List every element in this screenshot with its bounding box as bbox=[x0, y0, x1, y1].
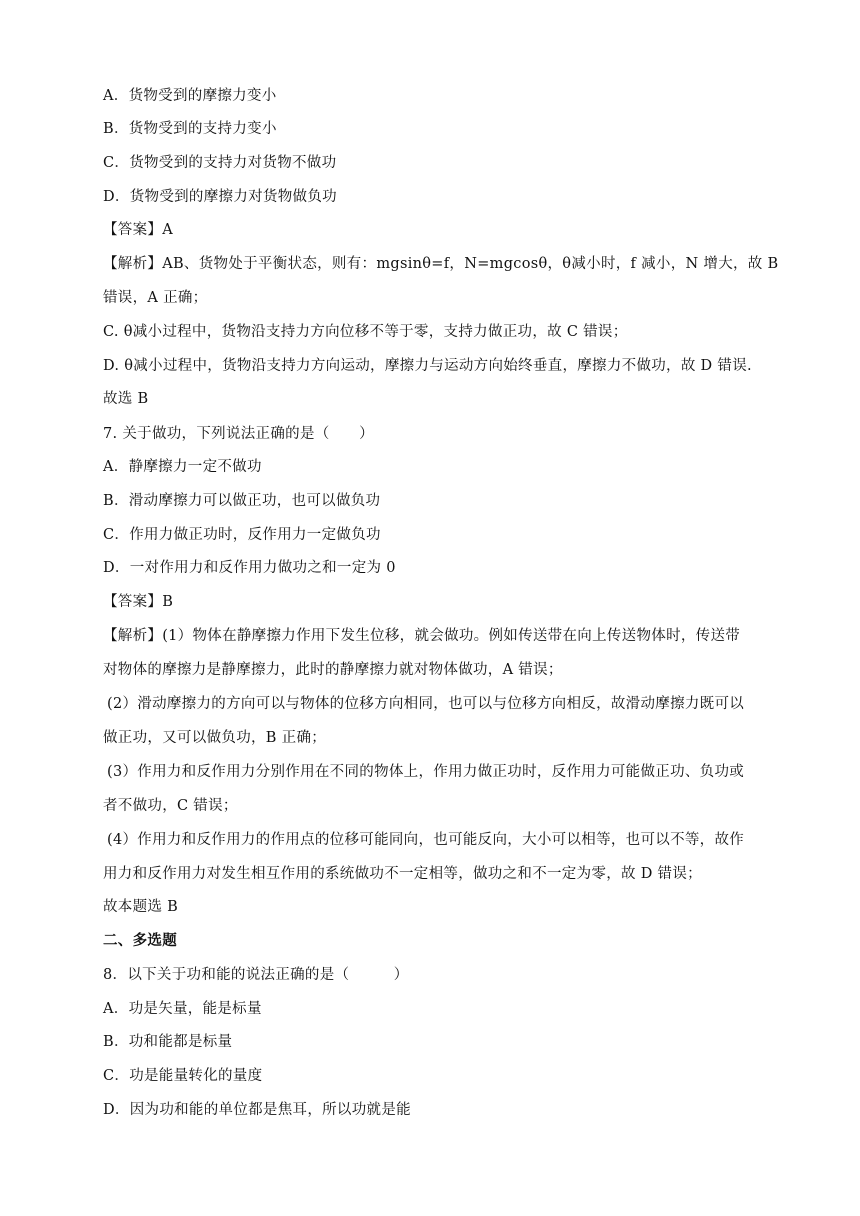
q7-analysis-line-2: 对物体的摩擦力是静摩擦力，此时的静摩擦力就对物体做功，A 错误； bbox=[103, 662, 563, 678]
q7-analysis-line-7: (4）作用力和反作用力的作用点的位移可能同向，也可能反向，大小可以相等，也可以不等，故作 bbox=[107, 832, 745, 848]
q7-option-a: A．静摩擦力一定不做功 bbox=[103, 459, 262, 475]
q7-option-b: B．滑动摩擦力可以做正功，也可以做负功 bbox=[103, 493, 381, 509]
q7-analysis-line-3: (2）滑动摩擦力的方向可以与物体的位移方向相同，也可以与位移方向相反，故滑动摩擦力既可以 bbox=[107, 696, 745, 712]
q6-analysis-line-5: 故选 B bbox=[103, 391, 149, 407]
q6-option-a: A．货物受到的摩擦力变小 bbox=[103, 88, 277, 104]
q8-option-b: B．功和能都是标量 bbox=[103, 1034, 233, 1050]
q8-stem: 8．以下关于功和能的说法正确的是（ ） bbox=[103, 967, 409, 983]
q7-answer: 【答案】B bbox=[103, 594, 174, 610]
q8-option-c: C．功是能量转化的量度 bbox=[103, 1068, 263, 1084]
q6-option-d: D．货物受到的摩擦力对货物做负功 bbox=[103, 189, 337, 205]
q7-analysis-line-1: 【解析】(1）物体在静摩擦力作用下发生位移，就会做功。例如传送带在向上传送物体时，传送带 bbox=[103, 628, 741, 644]
q7-analysis-line-6: 者不做功，C 错误； bbox=[103, 798, 238, 814]
q7-analysis-line-8: 用力和反作用力对发生相互作用的系统做功不一定相等，做功之和不一定为零，故 D 错误； bbox=[103, 866, 702, 882]
section-heading: 二、多选题 bbox=[103, 932, 177, 949]
q8-option-a: A．功是矢量，能是标量 bbox=[103, 1001, 262, 1017]
q6-option-c: C．货物受到的支持力对货物不做功 bbox=[103, 155, 337, 171]
q8-option-d: D．因为功和能的单位都是焦耳，所以功就是能 bbox=[103, 1102, 411, 1118]
q7-analysis-line-4: 做正功，又可以做负功，B 正确； bbox=[103, 730, 327, 746]
q7-option-c: C．作用力做正功时，反作用力一定做负功 bbox=[103, 527, 381, 543]
q6-answer: 【答案】A bbox=[103, 222, 173, 238]
q6-analysis-line-4: D. θ减小过程中，货物沿支持力方向运动，摩擦力与运动方向始终垂直，摩擦力不做功，故 D 错误. bbox=[103, 358, 752, 374]
q6-analysis-line-1: 【解析】AB、货物处于平衡状态，则有：mgsinθ=f，N=mgcosθ，θ减小时，f 减小，N 增大，故 B bbox=[103, 256, 779, 272]
q7-analysis-line-5: (3）作用力和反作用力分别作用在不同的物体上，作用力做正功时，反作用力可能做正功、负功或 bbox=[107, 764, 745, 780]
q7-option-d: D．一对作用力和反作用力做功之和一定为 0 bbox=[103, 560, 396, 576]
q7-analysis-line-9: 故本题选 B bbox=[103, 899, 179, 915]
q6-analysis-line-2: 错误，A 正确； bbox=[103, 290, 208, 306]
q7-stem: 7. 关于做功，下列说法正确的是（ ） bbox=[103, 426, 374, 442]
q6-analysis-line-3: C. θ减小过程中，货物沿支持力方向位移不等于零，支持力做正功，故 C 错误； bbox=[103, 324, 628, 340]
q6-option-b: B．货物受到的支持力变小 bbox=[103, 121, 277, 137]
